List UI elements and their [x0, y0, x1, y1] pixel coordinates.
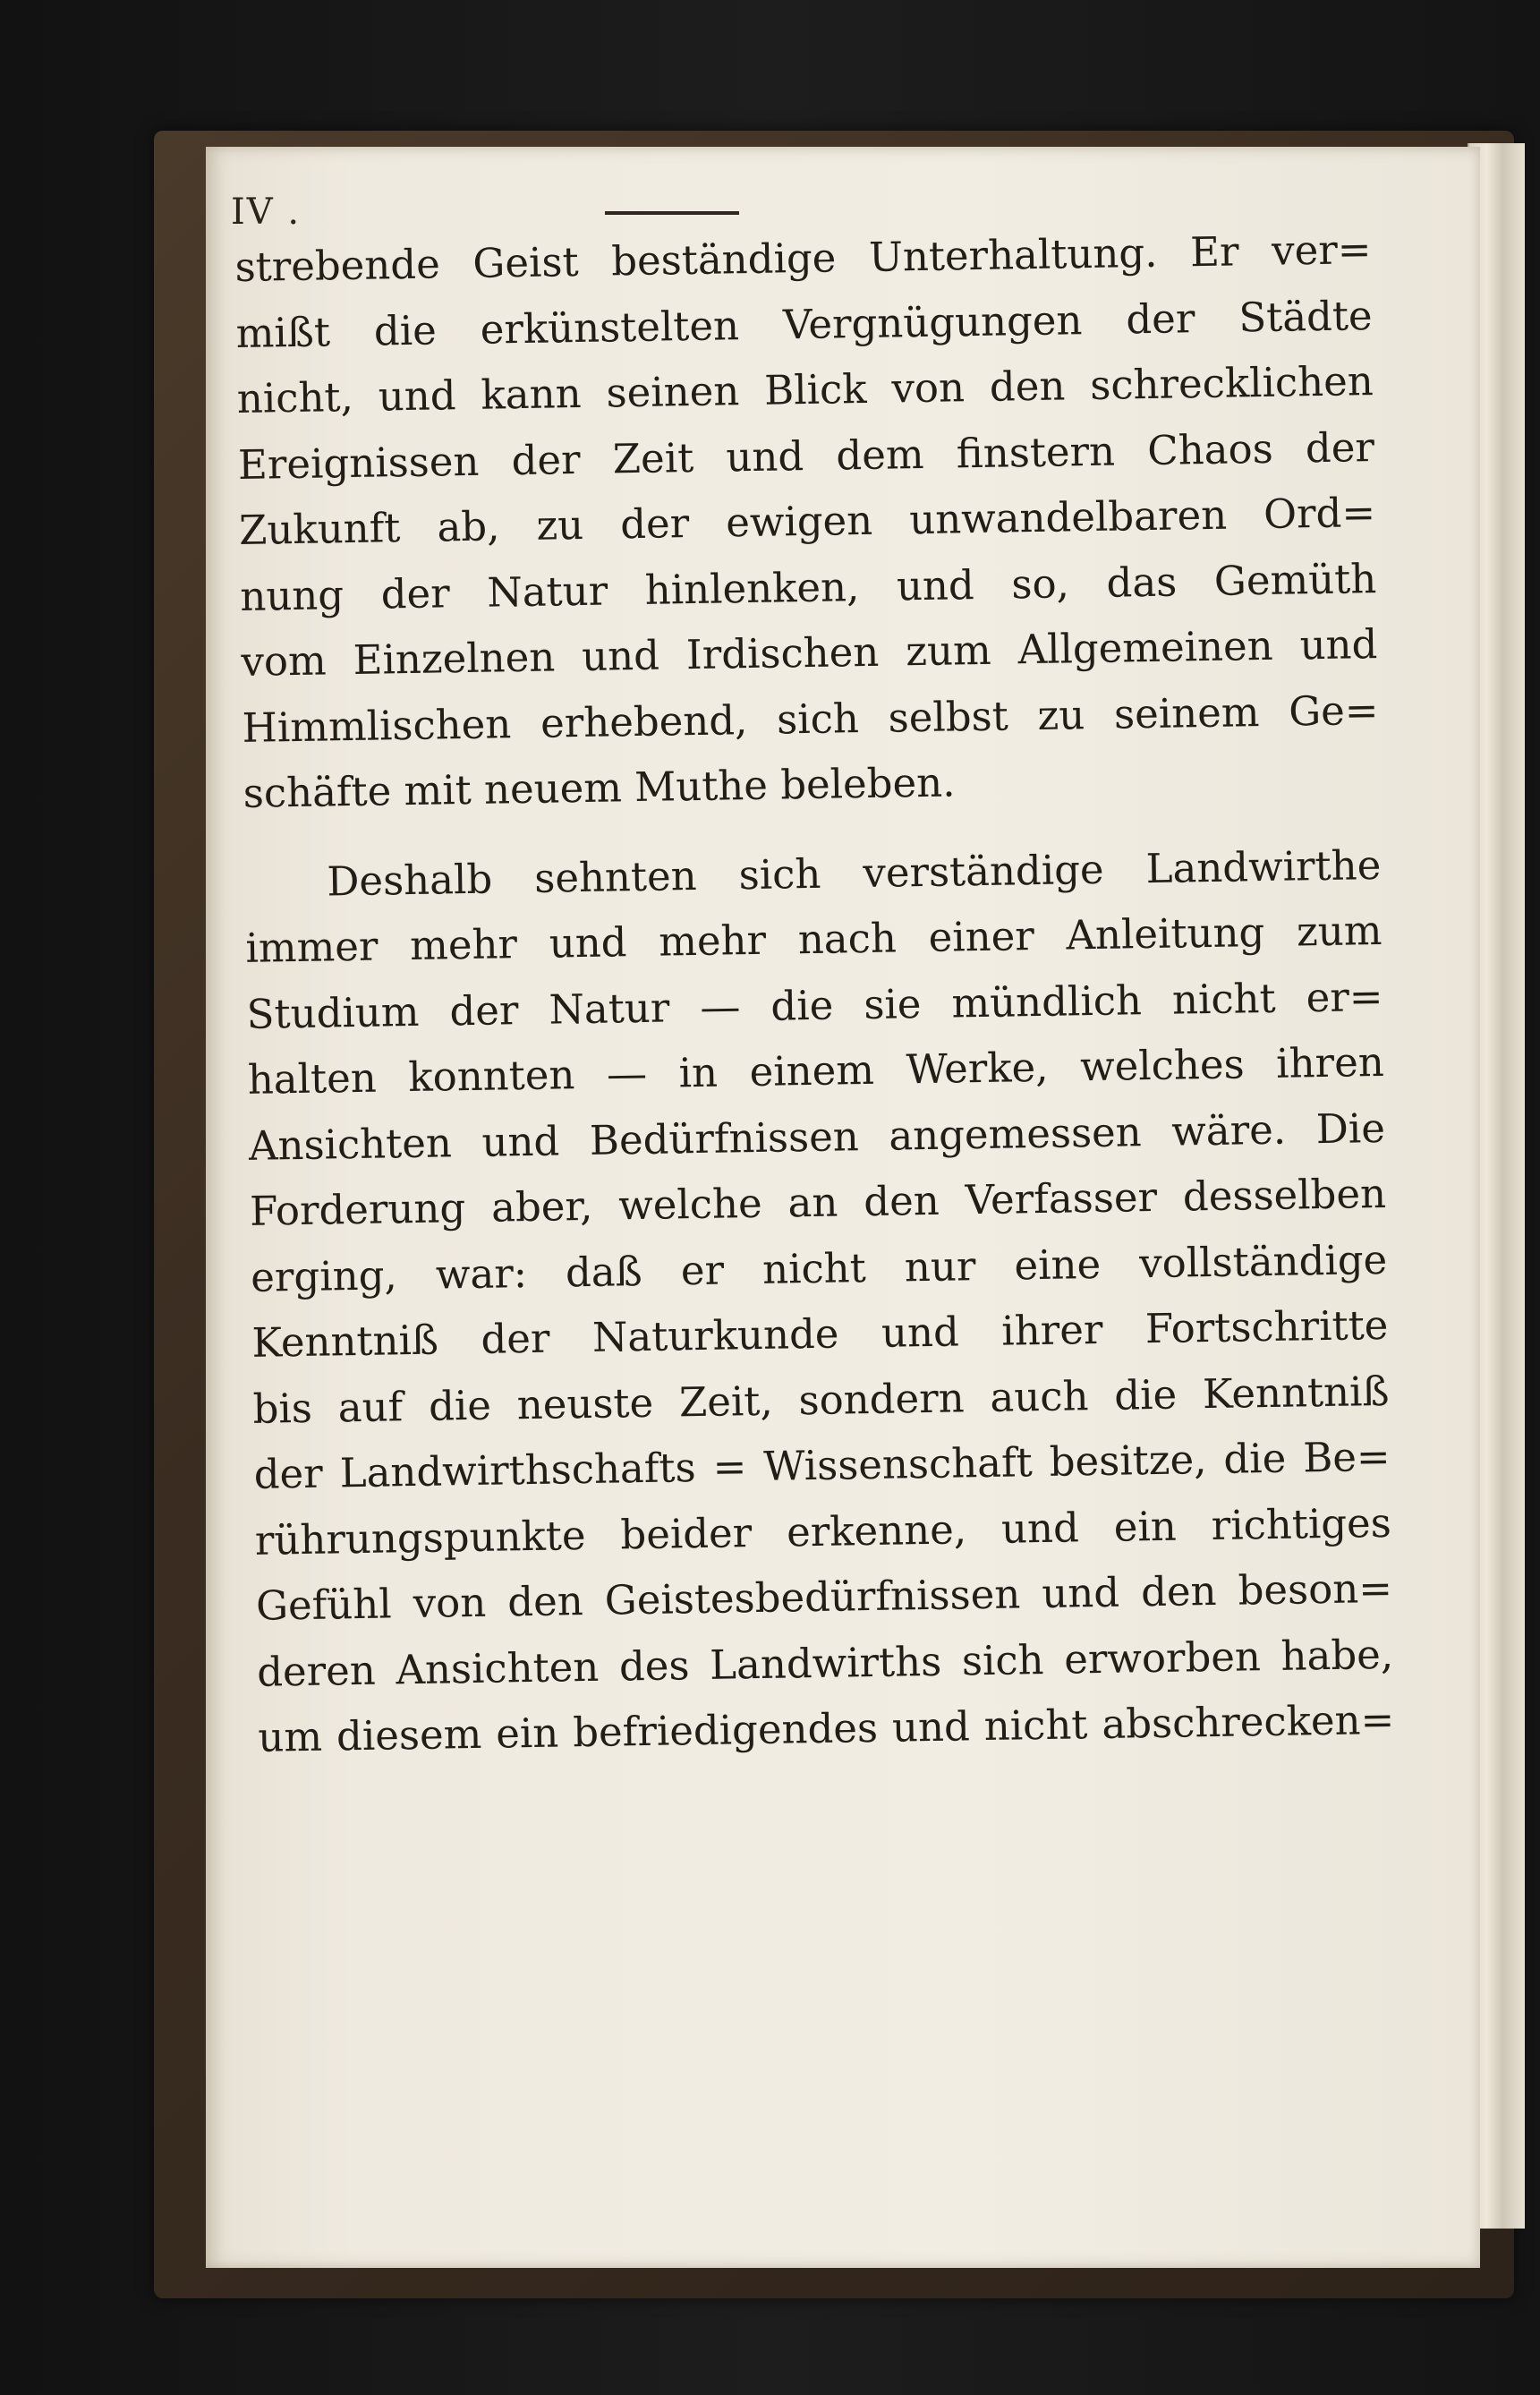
text-line: Zukunft ab, zu der ewigen unwandelbaren Ord= [238, 489, 1376, 554]
text-line: Himmlischen erhebend, sich selbst zu seinem Ge= [242, 686, 1379, 752]
text-line: um diesem ein befriedigendes und nicht abschrecken= [257, 1695, 1395, 1761]
paragraph-2 [244, 831, 1395, 1770]
text-line: vom Einzelnen und Irdischen zum Allgemeinen und [241, 619, 1378, 686]
text-line: bis auf die neuste Zeit, sondern auch die Kenntniß [252, 1367, 1390, 1433]
text-line: Studium der Natur — die sie mündlich nicht er= [246, 972, 1383, 1038]
text-line: halten konnten — in einem Werke, welches ihren [247, 1037, 1385, 1104]
text-line: der Landwirthschafts = Wissenschaft besitze, die Be= [253, 1432, 1391, 1498]
text-line: mißt die erkünstelten Vergnügungen der Städte [235, 291, 1373, 357]
text-line: deren Ansichten des Landwirths sich erworben habe, [256, 1630, 1394, 1696]
text-line: rührungspunkte beider erkenne, und ein richtiges [254, 1498, 1392, 1564]
text-line: Kenntniß der Naturkunde und ihrer Fortschritte [251, 1300, 1389, 1367]
text-line: immer mehr und mehr nach einer Anleitung zum [245, 906, 1383, 972]
paragraph-1 [234, 217, 1380, 826]
header-rule [605, 211, 739, 215]
text-line: Forderung aber, welche an den Verfasser desselben [249, 1169, 1387, 1235]
text-line: nung der Natur hinlenken, und so, das Gemüth [239, 554, 1377, 620]
text-line: Ansichten und Bedürfnissen angemessen wäre. Die [248, 1104, 1386, 1170]
text-line: strebende Geist beständige Unterhaltung. Er ver= [234, 226, 1372, 291]
text-line: erging, war: daß er nicht nur eine vollständige [250, 1235, 1388, 1301]
body-text [234, 217, 1395, 1770]
text-line: Deshalb sehnten sich verständige Landwirthe [326, 840, 1382, 905]
text-line: nicht, und kann seinen Blick von den schrecklichen [236, 357, 1374, 422]
text-line: Ereignissen der Zeit und dem finstern Chaos der [237, 422, 1375, 489]
text-line: schäfte mit neuem Muthe beleben. [242, 758, 956, 817]
page-number: IV . [231, 192, 302, 233]
text-line: Gefühl von den Geistesbedürfnissen und den beson= [255, 1564, 1393, 1630]
